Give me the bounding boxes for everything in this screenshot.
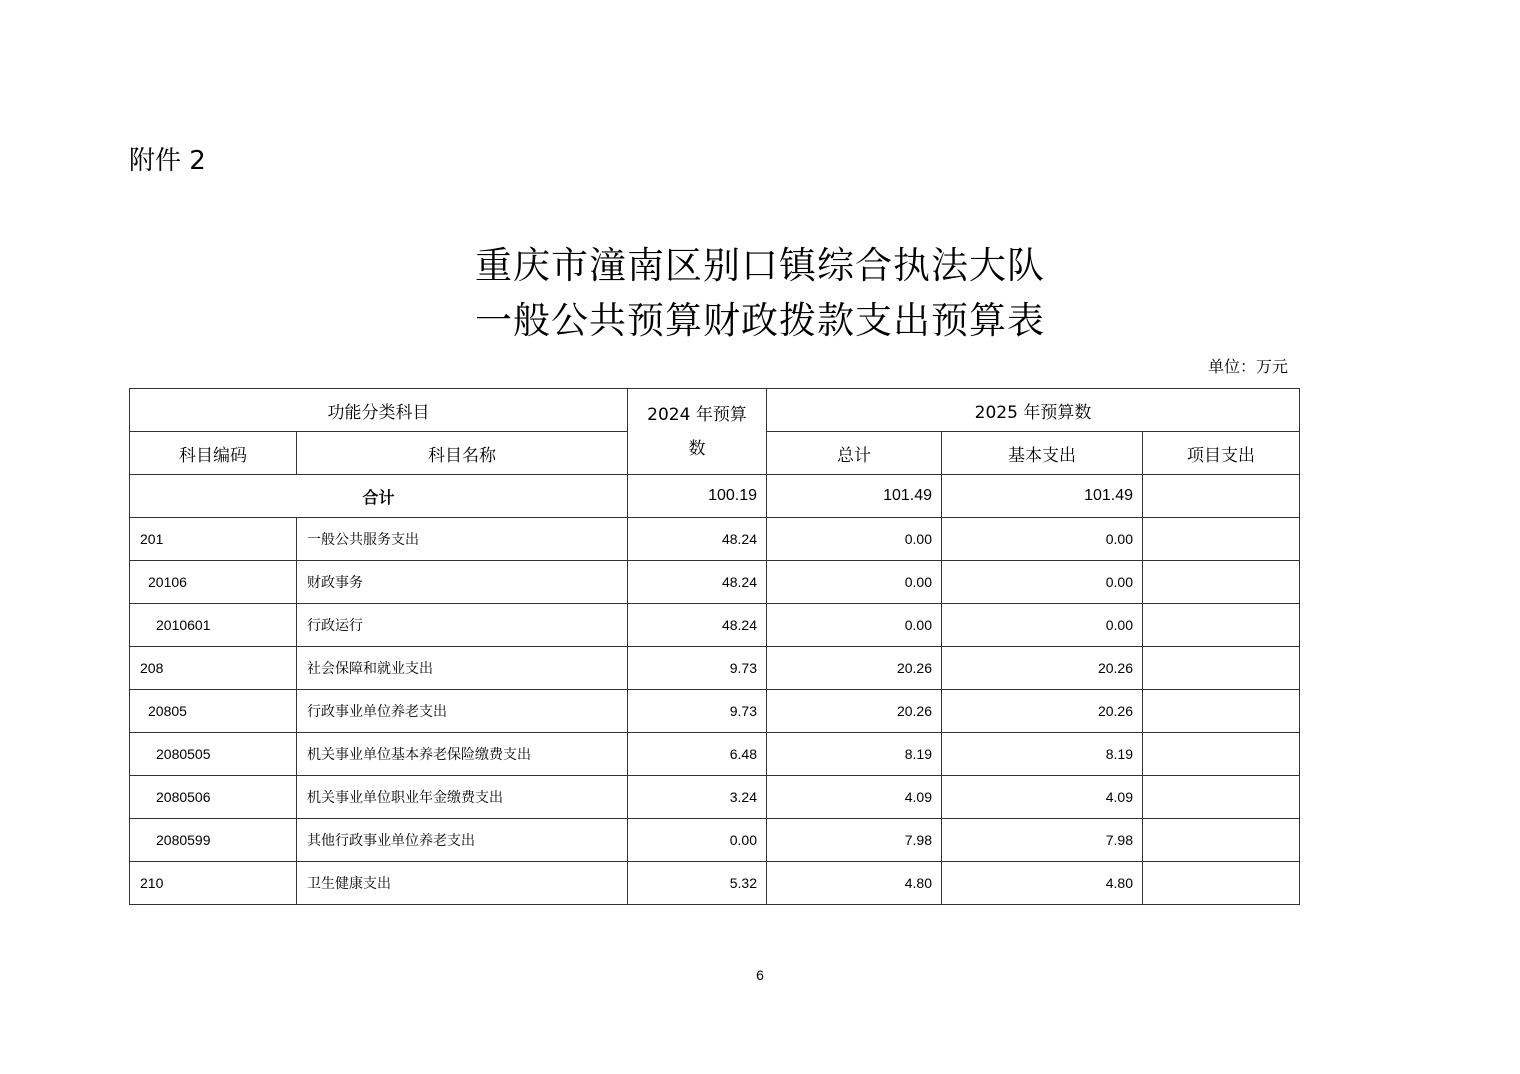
page-number: 6: [756, 967, 764, 983]
project-2025-cell: [1143, 604, 1300, 647]
basic-2025-cell: 4.09: [942, 776, 1143, 819]
total-2025-cell: 8.19: [767, 733, 942, 776]
basic-2025-cell: 0.00: [942, 518, 1143, 561]
subject-code-cell: 2080505: [130, 733, 297, 776]
header-subject-name: 科目名称: [297, 432, 628, 475]
basic-2025-cell: 20.26: [942, 647, 1143, 690]
table-row: [130, 604, 1300, 647]
total-2025-cell: 7.98: [767, 819, 942, 862]
document-title-line1: 重庆市潼南区别口镇综合执法大队: [475, 244, 1045, 287]
basic-2025-cell: 8.19: [942, 733, 1143, 776]
subject-name-cell: 机关事业单位基本养老保险缴费支出: [297, 733, 628, 776]
header-row-1: [130, 389, 1300, 432]
table-row: [130, 561, 1300, 604]
total-2025-cell: 20.26: [767, 647, 942, 690]
budget-2024-cell: 6.48: [628, 733, 767, 776]
subject-name-cell: 其他行政事业单位养老支出: [297, 819, 628, 862]
basic-2025-cell: 20.26: [942, 690, 1143, 733]
total-2025-cell: 0.00: [767, 518, 942, 561]
subject-name-cell: 行政事业单位养老支出: [297, 690, 628, 733]
total-2025-cell: 4.80: [767, 862, 942, 905]
project-2025-cell: [1143, 647, 1300, 690]
project-2025-cell: [1143, 733, 1300, 776]
project-2025-cell: [1143, 862, 1300, 905]
header-basic-expenditure: 基本支出: [942, 432, 1143, 475]
budget-2024-cell: 9.73: [628, 647, 767, 690]
table-row: [130, 647, 1300, 690]
table-row: [130, 862, 1300, 905]
budget-2024-cell: 3.24: [628, 776, 767, 819]
table-row: [130, 819, 1300, 862]
project-2025-cell: [1143, 518, 1300, 561]
budget-2024-cell: 5.32: [628, 862, 767, 905]
header-functional-category: 功能分类科目: [130, 389, 628, 432]
table-row: [130, 690, 1300, 733]
total-2025-basic: 101.49: [942, 475, 1143, 518]
table-row: [130, 733, 1300, 776]
header-budget-2024: [628, 389, 767, 475]
header-total: 总计: [767, 432, 942, 475]
total-2025-cell: 20.26: [767, 690, 942, 733]
subject-name-cell: 社会保障和就业支出: [297, 647, 628, 690]
total-budget-2024: 100.19: [628, 475, 767, 518]
budget-2024-cell: 48.24: [628, 518, 767, 561]
total-2025-cell: 4.09: [767, 776, 942, 819]
basic-2025-cell: 0.00: [942, 561, 1143, 604]
subject-code-cell: 208: [130, 647, 297, 690]
subject-code-cell: 2080506: [130, 776, 297, 819]
project-2025-cell: [1143, 819, 1300, 862]
total-2025-total: 101.49: [767, 475, 942, 518]
subject-code-cell: 2080599: [130, 819, 297, 862]
total-label: 合计: [130, 475, 628, 518]
project-2025-cell: [1143, 561, 1300, 604]
header-project-expenditure: 项目支出: [1143, 432, 1300, 475]
total-2025-project: [1143, 475, 1300, 518]
subject-name-cell: 财政事务: [297, 561, 628, 604]
document-title-line2: 一般公共预算财政拨款支出预算表: [475, 299, 1045, 342]
subject-code-cell: 201: [130, 518, 297, 561]
header-budget-2024-text: 2024 年预算数: [647, 404, 747, 459]
table-row: [130, 518, 1300, 561]
subject-code-cell: 20106: [130, 561, 297, 604]
header-subject-code: 科目编码: [130, 432, 297, 475]
subject-name-cell: 卫生健康支出: [297, 862, 628, 905]
budget-2024-cell: 0.00: [628, 819, 767, 862]
budget-2024-cell: 48.24: [628, 561, 767, 604]
subject-code-cell: 210: [130, 862, 297, 905]
unit-label: 单位：万元: [1207, 357, 1288, 376]
basic-2025-cell: 0.00: [942, 604, 1143, 647]
subject-code-cell: 2010601: [130, 604, 297, 647]
subject-code-cell: 20805: [130, 690, 297, 733]
basic-2025-cell: 4.80: [942, 862, 1143, 905]
header-budget-2025: 2025 年预算数: [767, 389, 1300, 432]
budget-2024-cell: 48.24: [628, 604, 767, 647]
attachment-label: 附件 2: [129, 146, 206, 176]
total-2025-cell: 0.00: [767, 604, 942, 647]
basic-2025-cell: 7.98: [942, 819, 1143, 862]
project-2025-cell: [1143, 690, 1300, 733]
total-2025-cell: 0.00: [767, 561, 942, 604]
budget-2024-cell: 9.73: [628, 690, 767, 733]
subject-name-cell: 机关事业单位职业年金缴费支出: [297, 776, 628, 819]
table-row: [130, 776, 1300, 819]
subject-name-cell: 行政运行: [297, 604, 628, 647]
project-2025-cell: [1143, 776, 1300, 819]
total-row: [130, 475, 1300, 518]
budget-table: [129, 388, 1300, 905]
subject-name-cell: 一般公共服务支出: [297, 518, 628, 561]
